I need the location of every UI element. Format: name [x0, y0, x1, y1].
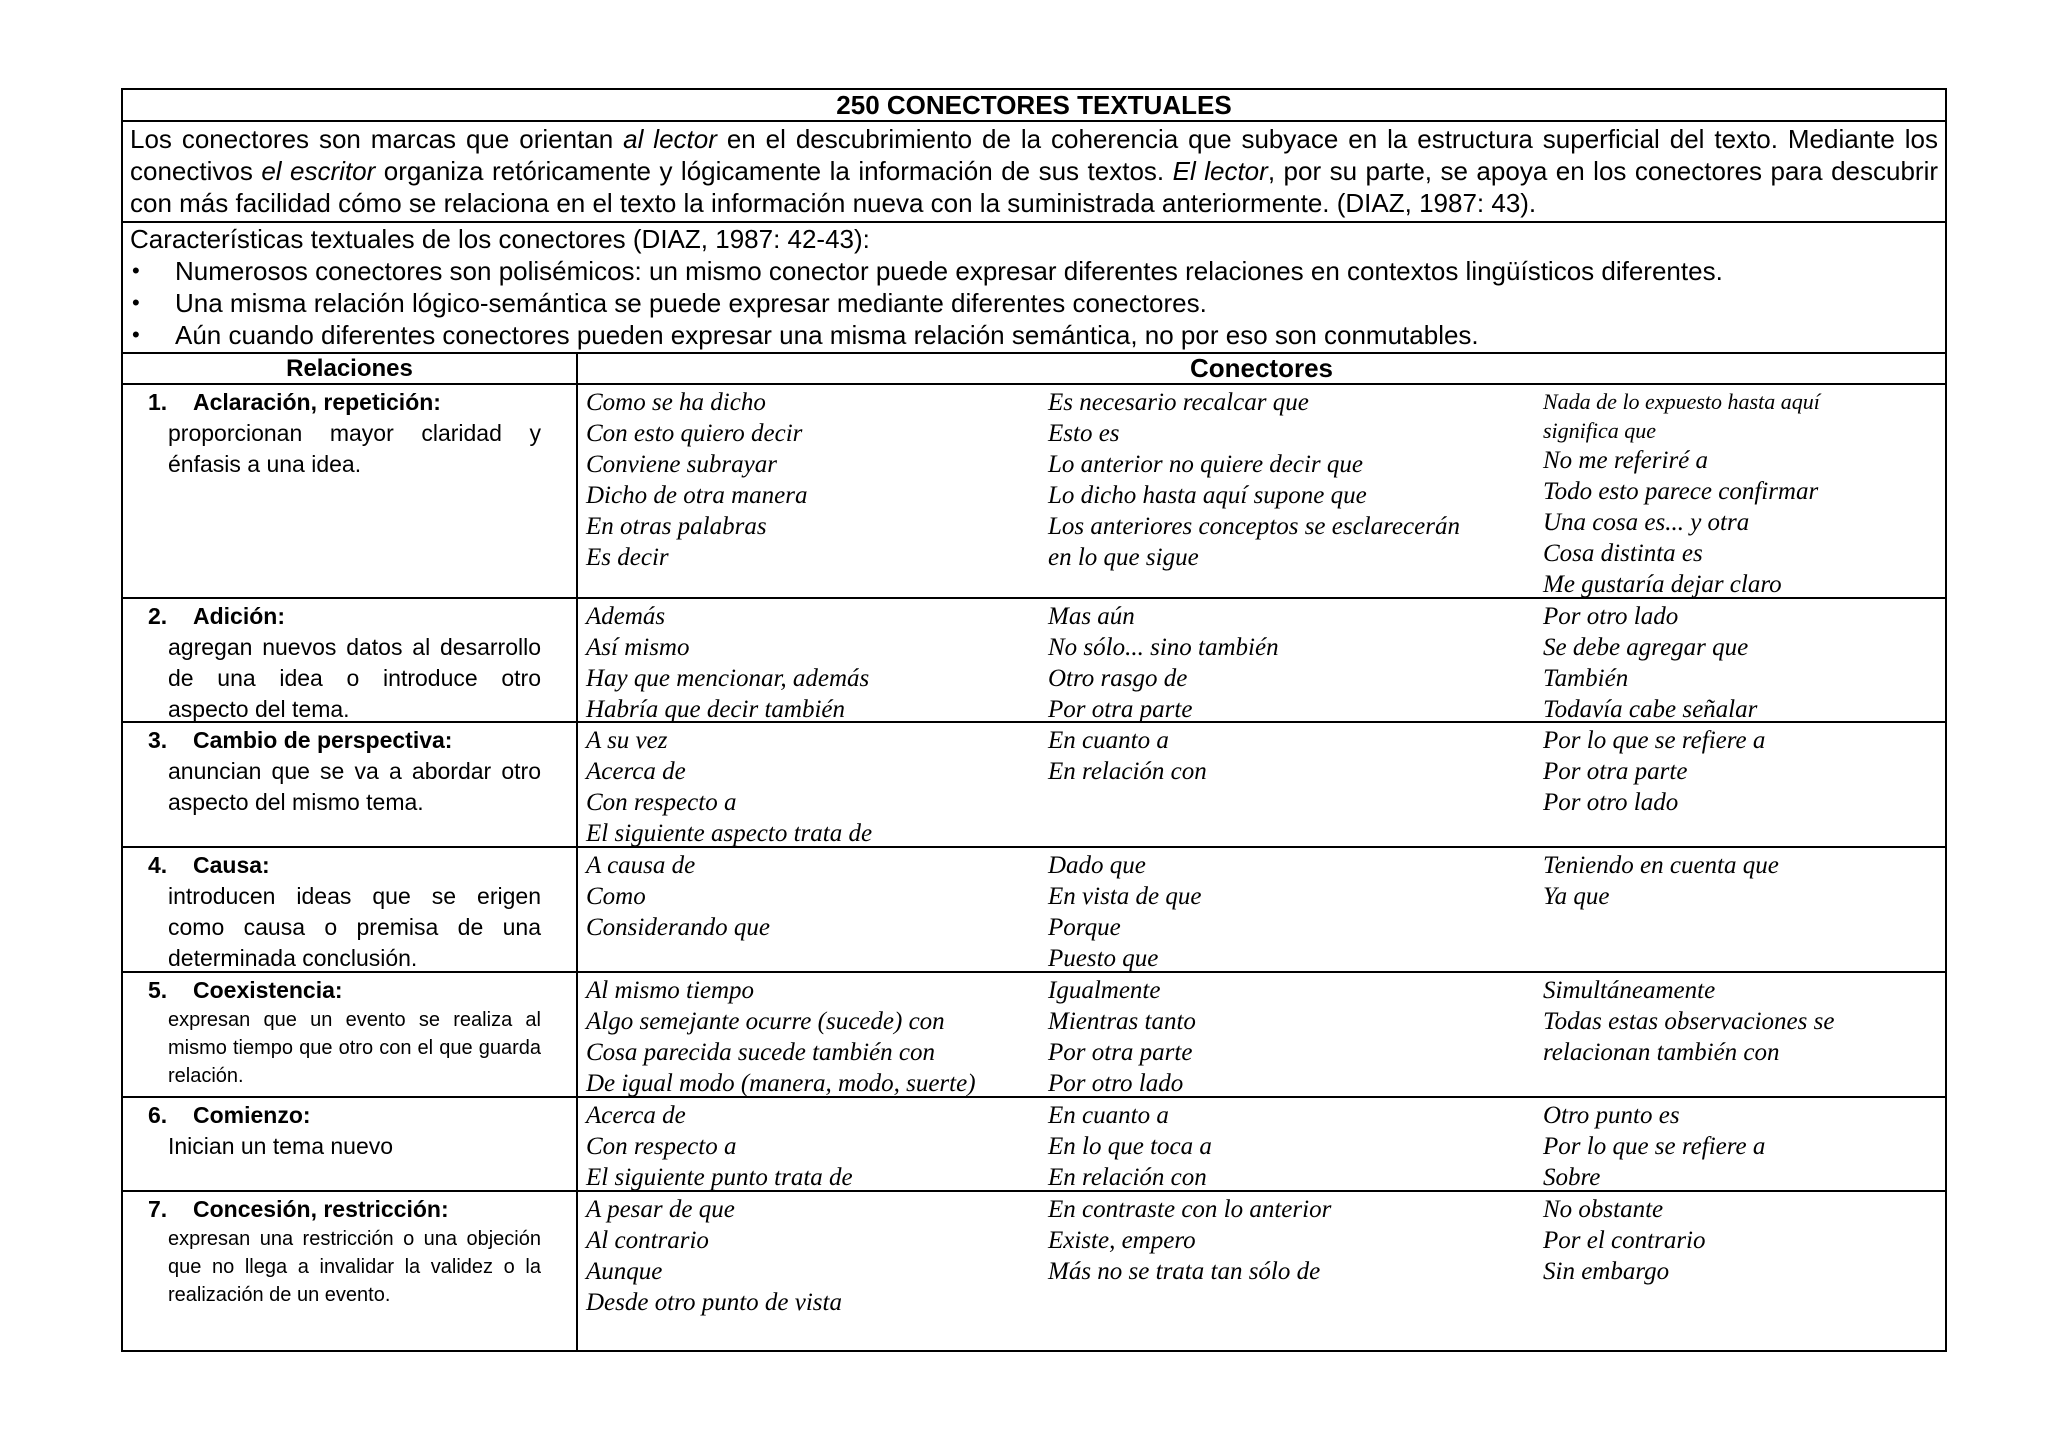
relation-description: expresan una restricción o una objeción que no llega a invalidar la validez o la realización de un evento. [168, 1228, 541, 1306]
connector-item: Al contrario [586, 1227, 709, 1254]
relation-title [148, 1100, 541, 1131]
connector-item: En cuanto a [1048, 727, 1169, 754]
relation-title [148, 850, 541, 881]
relation-title [148, 1194, 541, 1225]
connector-item: Considerando que [586, 914, 771, 941]
connector-item: En contraste con lo anterior [1048, 1196, 1332, 1223]
connectors-cell [578, 848, 1945, 971]
connector-item: Igualmente [1048, 977, 1161, 1004]
connector-item: En vista de que [1048, 883, 1202, 910]
connector-item: Todas estas observaciones se [1543, 1008, 1835, 1035]
connector-item: Todavía cabe señalar [1543, 696, 1758, 723]
connector-item: En relación con [1048, 758, 1207, 785]
characteristics-section [123, 223, 1945, 354]
connector-item: Desde otro punto de vista [586, 1289, 842, 1316]
connector-item: Teniendo en cuenta que [1543, 852, 1779, 879]
relation-number: 4. [148, 852, 168, 878]
connector-item: El siguiente punto trata de [586, 1164, 853, 1191]
connectors-column [1040, 850, 1537, 972]
characteristics-item-text: Numerosos conectores son polisémicos: un mismo conector puede expresar diferentes relaciones en contextos lingüísticos diferentes. [175, 256, 1723, 286]
connector-item: significa que [1543, 418, 1657, 443]
connectors-column [1537, 601, 1945, 723]
connector-item: Al mismo tiempo [586, 977, 755, 1004]
characteristics-item [130, 255, 1938, 287]
connectors-column [1040, 725, 1537, 844]
table-row [123, 385, 1945, 599]
connectors-column [1537, 1194, 1945, 1348]
relation-cell [123, 1098, 578, 1190]
connector-item: En otras palabras [586, 513, 767, 540]
connectors-column [578, 725, 1040, 847]
connector-item: Es necesario recalcar que [1048, 389, 1309, 416]
intro-text-1: Los conectores son marcas que orientan [130, 124, 624, 154]
connector-item: Otro rasgo de [1048, 665, 1188, 692]
connector-item: Por el contrario [1543, 1227, 1706, 1254]
connector-item: A causa de [586, 852, 696, 879]
relation-number: 1. [148, 389, 168, 415]
connector-item: Esto es [1048, 420, 1120, 447]
connectors-cell [578, 1192, 1945, 1350]
connectors-document [121, 88, 1947, 1352]
connector-item: No obstante [1543, 1196, 1664, 1223]
connector-item: Lo dicho hasta aquí supone que [1048, 482, 1367, 509]
connector-item: Como [586, 883, 646, 910]
connector-item: El siguiente aspecto trata de [586, 820, 873, 847]
connectors-column [1040, 1194, 1537, 1348]
connector-item: relacionan también con [1543, 1039, 1780, 1066]
characteristics-item [130, 287, 1938, 319]
connector-item: En relación con [1048, 1164, 1207, 1191]
connector-item: Los anteriores conceptos se esclarecerán [1048, 513, 1460, 540]
connector-item: en lo que sigue [1048, 544, 1199, 571]
table-row [123, 599, 1945, 723]
intro-emphasis-2: el escritor [261, 156, 376, 186]
connectors-column [578, 850, 1040, 969]
connector-item: Dicho de otra manera [586, 482, 808, 509]
document-title: 250 CONECTORES TEXTUALES [123, 90, 1945, 122]
relation-cell [123, 848, 578, 971]
intro-text-2: en el descubrimiento de la coherencia que subyace en la estructura superficial del texto. Mediante los conectivos [130, 124, 1938, 186]
table-row [123, 973, 1945, 1098]
connector-item: Por otro lado [1048, 1070, 1184, 1097]
relation-title-text: Causa: [193, 852, 270, 878]
connector-item: A pesar de que [586, 1196, 735, 1223]
relation-description: expresan que un evento se realiza al mismo tiempo que otro con el que guarda relación. [168, 1009, 541, 1087]
connector-item: En lo que toca a [1048, 1133, 1212, 1160]
relation-title-text: Concesión, restricción: [193, 1196, 449, 1222]
connectors-column [1537, 1100, 1945, 1191]
connector-item: No me referiré a [1543, 447, 1709, 474]
intro-emphasis-1: al lector [623, 124, 717, 154]
relation-title [148, 601, 541, 632]
connector-item: Por otra parte [1543, 758, 1688, 785]
connector-item: Mientras tanto [1048, 1008, 1196, 1035]
connectors-column [1537, 850, 1945, 969]
connector-item: Existe, empero [1048, 1227, 1196, 1254]
header-conectores: Conectores [1189, 353, 1334, 383]
connector-item: Se debe agregar que [1543, 634, 1749, 661]
intro-paragraph [123, 122, 1945, 223]
connectors-column [578, 1100, 1040, 1191]
connector-item: Cosa parecida sucede también con [586, 1039, 935, 1066]
relation-title [148, 975, 541, 1006]
connector-item: Por otro lado [1543, 603, 1679, 630]
relation-title-text: Cambio de perspectiva: [193, 727, 453, 753]
connectors-cell [578, 1098, 1945, 1190]
connectors-column [578, 1194, 1040, 1348]
connector-item: Por lo que se refiere a [1543, 1133, 1766, 1160]
relation-description: anuncian que se va a abordar otro aspecto del mismo tema. [168, 758, 541, 815]
table-header [123, 354, 1945, 385]
relation-title-text: Adición: [193, 603, 285, 629]
connector-item: Por otro lado [1543, 789, 1679, 816]
connector-item: Algo semejante ocurre (sucede) con [586, 1008, 945, 1035]
connector-item: Habría que decir también [586, 696, 845, 723]
relation-cell [123, 723, 578, 846]
relation-number: 6. [148, 1102, 168, 1128]
connector-item: Me gustaría dejar claro [1543, 571, 1782, 598]
connectors-column [1040, 975, 1537, 1097]
connector-item: A su vez [586, 727, 668, 754]
connector-item: Acerca de [586, 1102, 686, 1129]
header-relaciones: Relaciones [123, 354, 578, 383]
relation-description: proporcionan mayor claridad y énfasis a una idea. [168, 420, 541, 477]
relation-title-text: Coexistencia: [193, 977, 343, 1003]
relation-title-text: Aclaración, repetición: [193, 389, 441, 415]
connectors-column [1537, 725, 1945, 844]
connector-item: Con respecto a [586, 789, 737, 816]
relation-title [148, 387, 541, 418]
table-row [123, 848, 1945, 973]
relation-title [148, 725, 541, 756]
intro-emphasis-3: El lector [1172, 156, 1268, 186]
characteristics-item-text: Aún cuando diferentes conectores pueden expresar una misma relación semántica, no por eso son conmutables. [175, 320, 1479, 350]
relation-description: Inician un tema nuevo [168, 1133, 394, 1159]
connector-item: Simultáneamente [1543, 977, 1716, 1004]
characteristics-item [130, 319, 1938, 351]
connectors-column [1537, 975, 1945, 1094]
bullet-icon: • [132, 258, 140, 283]
connector-item: Una cosa es... y otra [1543, 509, 1750, 536]
table-row [123, 1098, 1945, 1192]
bullet-icon: • [132, 322, 140, 347]
connector-item: Sin embargo [1543, 1258, 1670, 1285]
relation-cell [123, 599, 578, 721]
relation-cell [123, 385, 578, 597]
connector-item: Mas aún [1048, 603, 1135, 630]
connector-item: Sobre [1543, 1164, 1601, 1191]
connector-item: Cosa distinta es [1543, 540, 1703, 567]
relation-number: 5. [148, 977, 168, 1003]
table-row [123, 1192, 1945, 1350]
connectors-column [1040, 601, 1537, 723]
connector-item: Todo esto parece confirmar [1543, 478, 1819, 505]
connector-item: Así mismo [586, 634, 690, 661]
connector-item: Lo anterior no quiere decir que [1048, 451, 1364, 478]
characteristics-item-text: Una misma relación lógico-semántica se puede expresar mediante diferentes conectores. [175, 288, 1207, 318]
connector-item: Por otra parte [1048, 696, 1193, 723]
connectors-column [1040, 387, 1537, 595]
connector-item: De igual modo (manera, modo, suerte) [586, 1070, 976, 1097]
relation-number: 3. [148, 727, 168, 753]
connectors-column [578, 601, 1040, 723]
relation-description: agregan nuevos datos al desarrollo de una idea o introduce otro aspecto del tema. [168, 634, 541, 722]
connectors-column [578, 975, 1040, 1097]
connector-item: En cuanto a [1048, 1102, 1169, 1129]
connectors-cell [578, 385, 1945, 597]
characteristics-heading: Características textuales de los conectores (DIAZ, 1987: 42-43): [130, 224, 870, 254]
intro-text-4: , por su parte, se apoya en los conectores para descubrir con más facilidad cómo se relaciona en el texto la información nueva con la suministrada anteriormente. (DIAZ, 1987: 43). [130, 156, 1938, 218]
bullet-icon: • [132, 290, 140, 315]
connector-item: Otro punto es [1543, 1102, 1680, 1129]
connector-item: Ya que [1543, 883, 1610, 910]
connector-item: Como se ha dicho [586, 389, 766, 416]
connector-item: Por lo que se refiere a [1543, 727, 1766, 754]
connectors-cell [578, 599, 1945, 721]
connector-item: Nada de lo expuesto hasta aquí [1543, 389, 1820, 414]
table-body [123, 385, 1945, 1350]
connector-item: No sólo... sino también [1048, 634, 1279, 661]
relation-description: introducen ideas que se erigen como causa o premisa de una determinada conclusión. [168, 883, 541, 971]
connector-item: Dado que [1048, 852, 1146, 879]
connector-item: Puesto que [1048, 945, 1159, 972]
connectors-cell [578, 973, 1945, 1096]
connector-item: Conviene subrayar [586, 451, 777, 478]
connector-item: Porque [1048, 914, 1121, 941]
connector-item: Más no se trata tan sólo de [1048, 1258, 1321, 1285]
connector-item: Aunque [586, 1258, 663, 1285]
relation-cell [123, 1192, 578, 1350]
connector-item: Con respecto a [586, 1133, 737, 1160]
relation-number: 2. [148, 603, 168, 629]
connectors-column [578, 387, 1040, 595]
table-row [123, 723, 1945, 848]
characteristics-list [130, 255, 1938, 351]
connector-item: Acerca de [586, 758, 686, 785]
connector-item: Con esto quiero decir [586, 420, 803, 447]
intro-text-3: organiza retóricamente y lógicamente la información de sus textos. [375, 156, 1173, 186]
connector-item: También [1543, 665, 1629, 692]
connector-item: Es decir [586, 544, 669, 571]
relation-number: 7. [148, 1196, 168, 1222]
connectors-column [1040, 1100, 1537, 1191]
relation-title-text: Comienzo: [193, 1102, 311, 1128]
connectors-column [1537, 387, 1945, 598]
connector-item: Por otra parte [1048, 1039, 1193, 1066]
connectors-cell [578, 723, 1945, 846]
connector-item: Hay que mencionar, además [586, 665, 870, 692]
connector-item: Además [586, 603, 666, 630]
relation-cell [123, 973, 578, 1096]
